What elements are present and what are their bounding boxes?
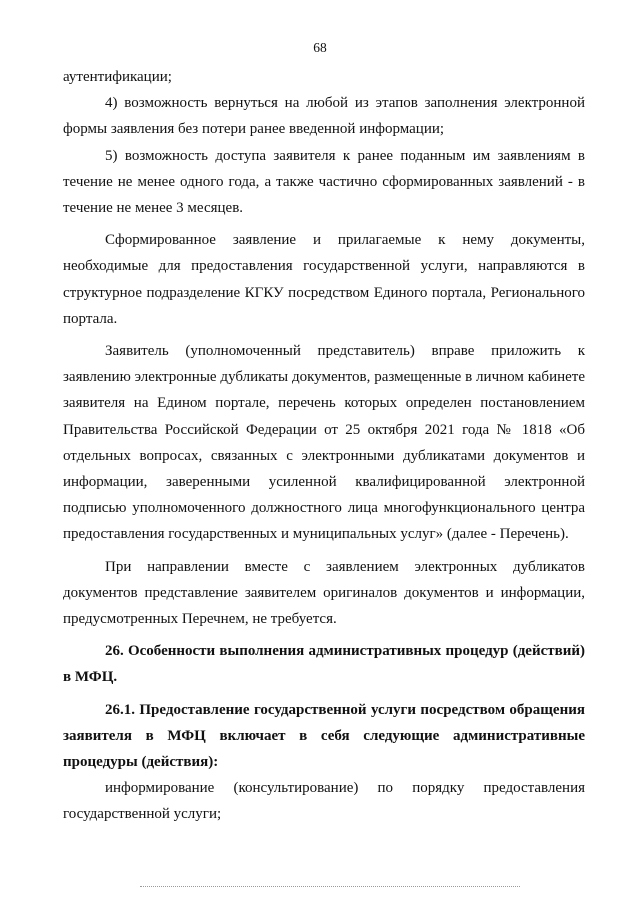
paragraph-item-5: 5) возможность доступа заявителя к ранее поданным им заявлениям в течение не менее одного года, а также частично сформированных заявлений - в течение не менее 3 месяцев. <box>63 147 585 217</box>
paragraph-continuation: аутентификации; <box>63 69 172 85</box>
page-number: 68 <box>313 40 327 55</box>
paragraph-item-4: 4) возможность вернуться на любой из этапов заполнения электронной формы заявления без потери ранее введенной информации; <box>63 95 585 138</box>
section-heading-26-1: 26.1. Предоставление государственной услуги посредством обращения заявителя в МФЦ включает в себя следующие административные процедуры (действия): <box>63 701 585 771</box>
paragraph-electronic-duplicates: Заявитель (уполномоченный представитель) вправе приложить к заявлению электронные дубликаты документов, размещенные в личном кабинете заявителя на Едином портале, перечень которых определен постановлением Правительства Российской Федерации от 25 октября 2021 года № 1818 «Об отдельных вопросах, связанных с электронными дубликатами документов и информации, заверенными усиленной квалифицированной электронной подписью уполномоченного должностного лица многофункционального центра предоставления государственных и муниципальных услуг» (далее - Перечень). <box>63 343 585 543</box>
section-heading-26: 26. Особенности выполнения административных процедур (действий) в МФЦ. <box>63 643 585 686</box>
document-body <box>63 64 585 828</box>
paragraph-informing: информирование (консультирование) по порядку предоставления государственной услуги; <box>63 780 585 823</box>
paragraph-application-submission: Сформированное заявление и прилагаемые к нему документы, необходимые для предоставления государственной услуги, направляются в структурное подразделение КГКУ посредством Единого портала, Регионального портала. <box>63 232 585 327</box>
paragraph-originals-not-required: При направлении вместе с заявлением электронных дубликатов документов представление заявителем оригиналов документов и информации, предусмотренных Перечнем, не требуется. <box>63 558 585 628</box>
footer-scan-artifact <box>140 886 520 888</box>
